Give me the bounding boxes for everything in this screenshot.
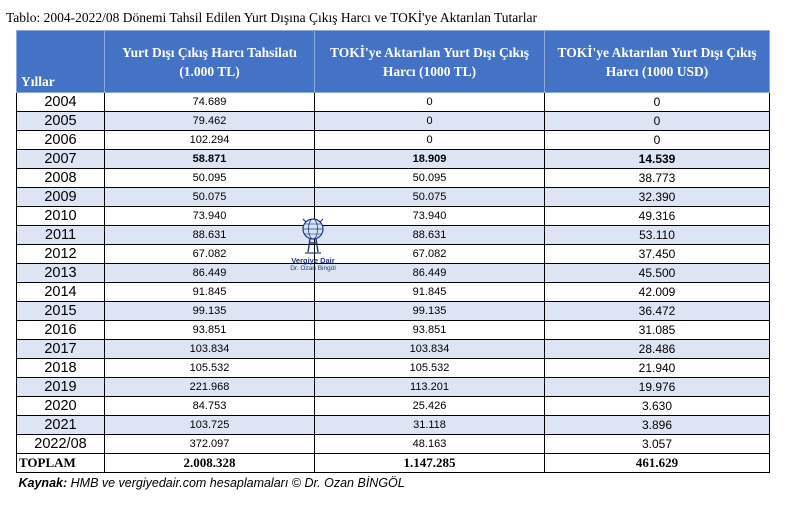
- year-cell: 2014: [17, 283, 105, 302]
- watermark-author: Dr. Ozan Bingöl: [290, 265, 336, 272]
- table-row: [17, 321, 770, 340]
- total-collection-tl: 2.008.328: [105, 454, 315, 473]
- toki-tl-cell: 86.449: [315, 264, 545, 283]
- toki-tl-cell: 113.201: [315, 378, 545, 397]
- collection-tl-cell: 93.851: [105, 321, 315, 340]
- collection-tl-cell: 50.095: [105, 169, 315, 188]
- year-cell: 2008: [17, 169, 105, 188]
- collection-tl-cell: 103.725: [105, 416, 315, 435]
- table-caption: Tablo: 2004-2022/08 Dönemi Tahsil Edilen Yurt Dışına Çıkış Harcı ve TOKİ'ye Aktarılan Tutarlar: [6, 10, 537, 25]
- table-row: [17, 340, 770, 359]
- toki-tl-cell: 0: [315, 93, 545, 112]
- toki-tl-cell: 103.834: [315, 340, 545, 359]
- year-cell: 2009: [17, 188, 105, 207]
- collection-tl-cell: 84.753: [105, 397, 315, 416]
- total-toki-usd: 461.629: [545, 454, 770, 473]
- table-row: [17, 397, 770, 416]
- source-note: [17, 473, 770, 494]
- toki-usd-cell: 49.316: [545, 207, 770, 226]
- toki-tl-cell: 99.135: [315, 302, 545, 321]
- year-cell: 2017: [17, 340, 105, 359]
- header-toki-tl: TOKİ'ye Aktarılan Yurt Dışı Çıkış Harcı (1000 TL): [315, 31, 545, 93]
- collection-tl-cell: 372.097: [105, 435, 315, 454]
- toki-usd-cell: 0: [545, 131, 770, 150]
- collection-tl-cell: 88.631: [105, 226, 315, 245]
- total-row: [17, 454, 770, 473]
- year-cell: 2019: [17, 378, 105, 397]
- toki-tl-cell: 31.118: [315, 416, 545, 435]
- toki-usd-cell: 31.085: [545, 321, 770, 340]
- year-cell: 2012: [17, 245, 105, 264]
- toki-tl-cell: 48.163: [315, 435, 545, 454]
- total-toki-tl: 1.147.285: [315, 454, 545, 473]
- toki-tl-cell: 105.532: [315, 359, 545, 378]
- source-text: HMB ve vergiyedair.com hesaplamaları © Dr. Ozan BİNGÖL: [70, 476, 405, 490]
- year-cell: 2016: [17, 321, 105, 340]
- table-row: [17, 131, 770, 150]
- header-row: [17, 31, 770, 93]
- toki-usd-cell: 0: [545, 93, 770, 112]
- toki-usd-cell: 42.009: [545, 283, 770, 302]
- table-row: [17, 378, 770, 397]
- table-row: [17, 264, 770, 283]
- toki-usd-cell: 45.500: [545, 264, 770, 283]
- toki-usd-cell: 32.390: [545, 188, 770, 207]
- table-row: [17, 416, 770, 435]
- toki-usd-cell: 3.896: [545, 416, 770, 435]
- table-row: [17, 245, 770, 264]
- toki-tl-cell: 0: [315, 131, 545, 150]
- collection-tl-cell: 50.075: [105, 188, 315, 207]
- table-row: [17, 93, 770, 112]
- table-row: [17, 207, 770, 226]
- source-label: Kaynak:: [18, 476, 68, 490]
- year-cell: 2004: [17, 93, 105, 112]
- table-row: [17, 359, 770, 378]
- toki-tl-cell: 50.075: [315, 188, 545, 207]
- collection-tl-cell: 58.871: [105, 150, 315, 169]
- collection-tl-cell: 103.834: [105, 340, 315, 359]
- year-cell: 2021: [17, 416, 105, 435]
- toki-tl-cell: 0: [315, 112, 545, 131]
- collection-tl-cell: 67.082: [105, 245, 315, 264]
- toki-tl-cell: 67.082: [315, 245, 545, 264]
- toki-usd-cell: 36.472: [545, 302, 770, 321]
- collection-tl-cell: 91.845: [105, 283, 315, 302]
- toki-tl-cell: 88.631: [315, 226, 545, 245]
- watermark-logo: [270, 216, 356, 286]
- table-row: [17, 169, 770, 188]
- table-row: [17, 283, 770, 302]
- toki-usd-cell: 3.057: [545, 435, 770, 454]
- table-row: [17, 435, 770, 454]
- collection-tl-cell: 99.135: [105, 302, 315, 321]
- table-body: [17, 93, 770, 494]
- year-cell: 2018: [17, 359, 105, 378]
- collection-tl-cell: 221.968: [105, 378, 315, 397]
- collection-tl-cell: 102.294: [105, 131, 315, 150]
- toki-tl-cell: 73.940: [315, 207, 545, 226]
- toki-usd-cell: 3.630: [545, 397, 770, 416]
- data-table: [16, 30, 770, 493]
- collection-tl-cell: 74.689: [105, 93, 315, 112]
- year-cell: 2015: [17, 302, 105, 321]
- year-cell: 2006: [17, 131, 105, 150]
- table-row: [17, 226, 770, 245]
- collection-tl-cell: 86.449: [105, 264, 315, 283]
- toki-usd-cell: 21.940: [545, 359, 770, 378]
- year-cell: 2013: [17, 264, 105, 283]
- toki-usd-cell: 28.486: [545, 340, 770, 359]
- year-cell: 2011: [17, 226, 105, 245]
- year-cell: 2010: [17, 207, 105, 226]
- table-row: [17, 112, 770, 131]
- table-row: [17, 188, 770, 207]
- toki-tl-cell: 18.909: [315, 150, 545, 169]
- header-collection-tl: Yurt Dışı Çıkış Harcı Tahsilatı (1.000 TL): [105, 31, 315, 93]
- year-cell: 2005: [17, 112, 105, 131]
- table-row: [17, 302, 770, 321]
- year-cell: 2007: [17, 150, 105, 169]
- toki-tl-cell: 25.426: [315, 397, 545, 416]
- total-label: TOPLAM: [17, 454, 105, 473]
- globe-icon: [296, 216, 330, 256]
- toki-tl-cell: 93.851: [315, 321, 545, 340]
- table-row: [17, 150, 770, 169]
- toki-usd-cell: 19.976: [545, 378, 770, 397]
- toki-usd-cell: 53.110: [545, 226, 770, 245]
- collection-tl-cell: 73.940: [105, 207, 315, 226]
- collection-tl-cell: 79.462: [105, 112, 315, 131]
- header-toki-usd: TOKİ'ye Aktarılan Yurt Dışı Çıkış Harcı (1000 USD): [545, 31, 770, 93]
- toki-tl-cell: 91.845: [315, 283, 545, 302]
- toki-usd-cell: 37.450: [545, 245, 770, 264]
- year-cell: 2022/08: [17, 435, 105, 454]
- toki-usd-cell: 0: [545, 112, 770, 131]
- header-years: Yıllar: [17, 31, 105, 93]
- toki-usd-cell: 14.539: [545, 150, 770, 169]
- year-cell: 2020: [17, 397, 105, 416]
- toki-usd-cell: 38.773: [545, 169, 770, 188]
- source-row: [17, 473, 770, 494]
- toki-tl-cell: 50.095: [315, 169, 545, 188]
- collection-tl-cell: 105.532: [105, 359, 315, 378]
- watermark-title: Vergiye Dair: [291, 256, 335, 265]
